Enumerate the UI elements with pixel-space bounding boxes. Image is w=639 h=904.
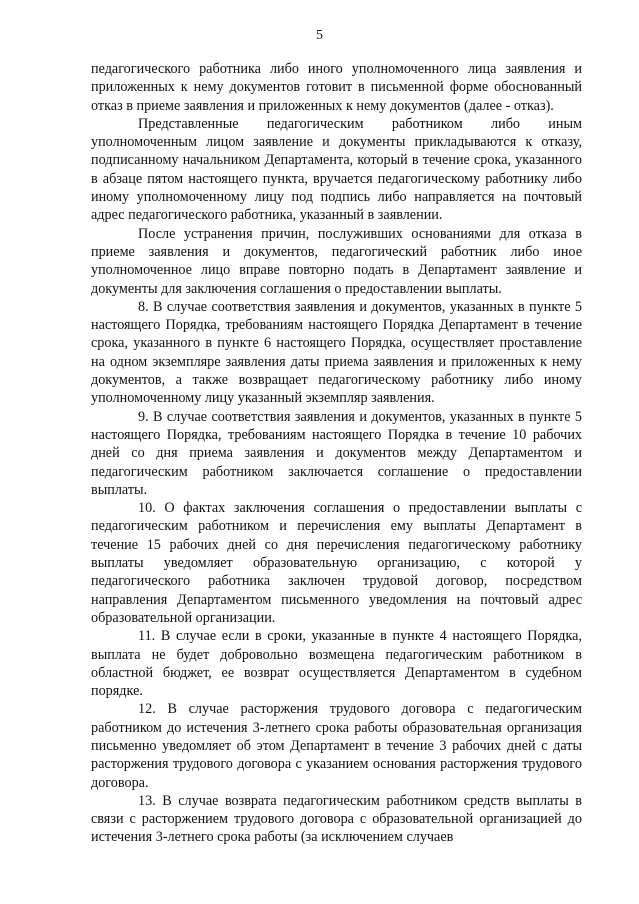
paragraph-resubmission: После устранения причин, послуживших основаниями для отказа в приеме заявления и документов, педагогический работник либо иное уполномоченное лицо вправе повторно подать в Департамент заявление и документы для заключения соглашения о предоставлении выплаты. <box>91 225 582 297</box>
paragraph-item-13: 13. В случае возврата педагогическим работником средств выплаты в связи с расторжением трудового договора с образовательной организацией до истечения 3-летнего срока работы (за исключением случаев <box>91 792 582 846</box>
paragraph-item-9: 9. В случае соответствия заявления и документов, указанных в пункте 5 настоящего Порядка, требованиям настоящего Порядка в течение 10 рабочих дней со дня приема заявления и документов между Департаментом и педагогическим работником заключается соглашение о предоставлении выплаты. <box>91 408 582 498</box>
document-body <box>91 60 582 847</box>
paragraph-rejected-documents: Представленные педагогическим работником либо иным уполномоченным лицом заявление и документы прикладываются к отказу, подписанному начальником Департамента, который в течение срока, указанного в абзаце пятом настоящего пункта, вручается педагогическому работнику либо иному уполномоченному лицу под подпись либо направляется на почтовый адрес педагогического работника, указанный в заявлении. <box>91 115 582 224</box>
paragraph-item-12: 12. В случае расторжения трудового договора с педагогическим работником до истечения 3-летнего срока работы образовательная организация письменно уведомляет об этом Департамент в течение 3 рабочих дней с даты расторжения трудового договора с указанием основания расторжения трудового договора. <box>91 701 582 791</box>
paragraph-item-11: 11. В случае если в сроки, указанные в пункте 4 настоящего Порядка, выплата не будет добровольно возмещена педагогическим работником в областной бюджет, ее возврат осуществляется Департаментом в судебном порядке. <box>91 628 582 700</box>
paragraph-item-8: 8. В случае соответствия заявления и документов, указанных в пункте 5 настоящего Порядка, требованиям настоящего Порядка Департамент в течение срока, указанного в пункте 6 настоящего Порядка, осуществляет проставление на одном экземпляре заявления даты приема заявления и приложенных к нему документов, а также возвращает педагогическому работнику либо иному уполномоченному лицу указанный экземпляр заявления. <box>91 298 582 407</box>
paragraph-continuation: педагогического работника либо иного уполномоченного лица заявления и приложенных к нему документов готовит в письменной форме обоснованный отказ в приеме заявления и приложенных к нему документов (далее - отказ). <box>91 61 582 114</box>
paragraph-item-10: 10. О фактах заключения соглашения о предоставлении выплаты с педагогическим работником и перечисления ему выплаты Департамент в течение 15 рабочих дней со дня перечисления педагогическому работнику выплаты уведомляет образовательную организацию, с которой у педагогического работника заключен трудовой договор, посредством направления Департаментом письменного уведомления на почтовый адрес образовательной организации. <box>91 500 582 626</box>
page-number: 5 <box>316 28 323 43</box>
